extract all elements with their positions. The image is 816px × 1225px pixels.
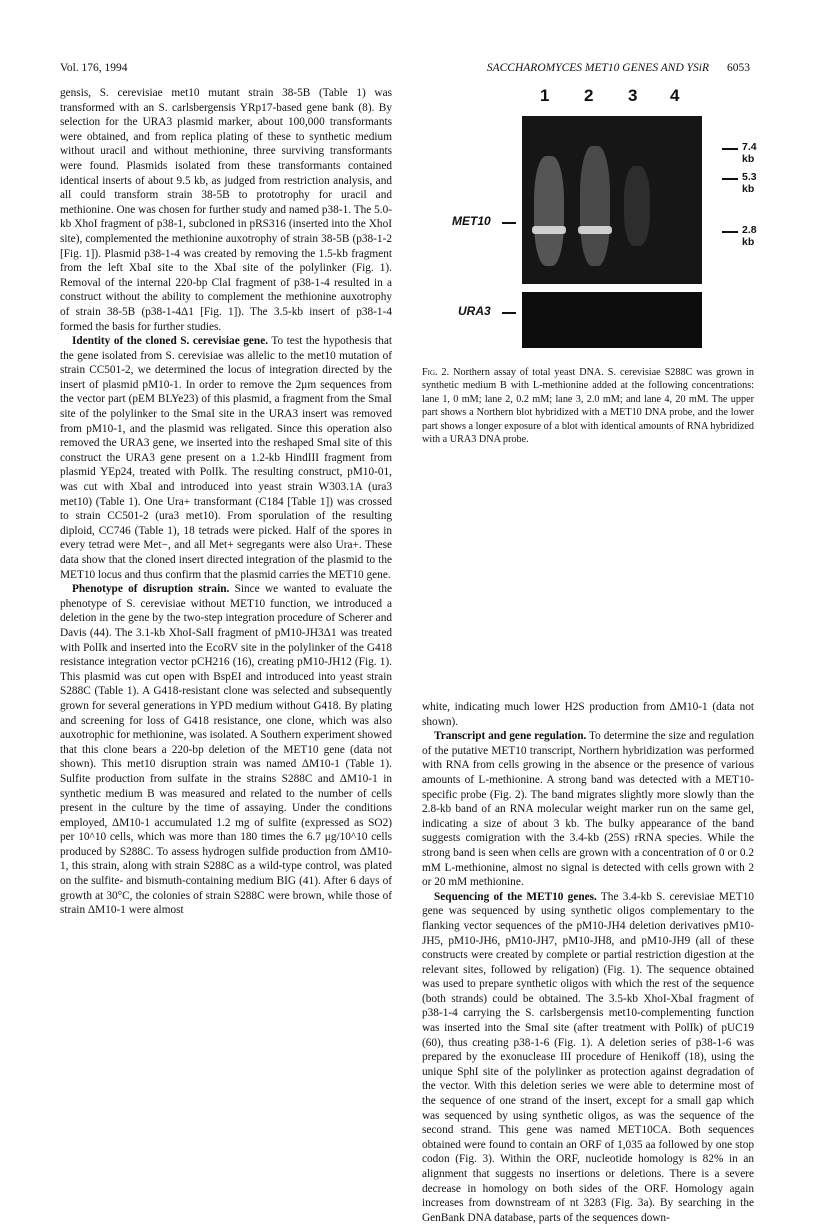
caption-label: Fig. 2. — [422, 367, 450, 378]
marker-label: 7.4 kb — [742, 141, 757, 165]
ura3-label: URA3 — [458, 304, 491, 318]
marker-tick — [722, 178, 738, 180]
section-phenotype — [60, 582, 392, 918]
marker-tick — [722, 231, 738, 233]
paragraph: white, indicating much lower H2S production from ΔM10-1 (data not shown). — [422, 701, 754, 728]
journal-volume: Vol. 176, 1994 — [60, 62, 128, 74]
lane-smear — [534, 156, 564, 266]
left-column — [60, 86, 392, 918]
section-heading: Phenotype of disruption strain. — [72, 583, 230, 596]
figure-caption — [422, 366, 754, 446]
right-column — [422, 700, 754, 1225]
met10-pointer — [502, 222, 516, 224]
blot-upper-panel — [522, 116, 702, 284]
met10-label: MET10 — [452, 214, 491, 228]
section-transcript — [422, 729, 754, 890]
section-sequencing — [422, 890, 754, 1225]
page-number: 6053 — [727, 62, 750, 74]
paragraph: gensis, S. cerevisiae met10 mutant strain 38-5B (Table 1) was transformed with an S. carlsbergensis YRp17-based gene bank (8). By selection for the URA3 plasmid marker, about 100,000 transformants were obtained, and from replica plating of these to synthetic medium without uracil and without methionine, three surviving transformants were found. Plasmids isolated from these transformants contained identical inserts of about 9.5 kb, as judged from restriction analysis, and all could transform strain 38-5B to prototrophy for uracil and methionine. One was chosen for further study and named p38-1. The 5.0-kb XhoI fragment of p38-1, subcloned in pRS316 (inserted into the XhoI site), complemented the methionine auxotrophy of strain 38-5B (p38-1-2 [Fig. 1]). Plasmid p38-1-4 was created by removing the 1.5-kb fragment from the left XbaI site to the XbaI site of the polylinker (Fig. 1). Removal of the internal 220-bp ClaI fragment of p38-1-4 resulted in a construct without the ability to complement the methionine auxotrophy of strain 38-5B (p38-1-4Δ1 [Fig. 1]). The 3.5-kb insert of p38-1-4 formed the basis for further studies. — [60, 87, 392, 333]
section-identity — [60, 334, 392, 582]
met10-band — [532, 226, 566, 234]
northern-blot-figure — [422, 86, 757, 356]
section-body: To determine the size and regulation of the putative MET10 transcript, Northern hybridization was performed with RNA from cells growing in the absence or the presence of various amounts of L-methionine. A strong band was detected with a MET10-specific probe (Fig. 2). The band migrates slightly more slowly than the 2.8-kb band of an RNA molecular weight marker run on the same gel, indicating a size of about 3 kb. The bulky appearance of the band suggests comigration with the 3.4-kb (25S) rRNA species. While the strong band is seen when cells are grown with a concentration of 0 or 0.2 mM L-methionine, almost no signal is detected with cells grown with 2 or 20 mM methionine. — [422, 730, 754, 889]
blot-lower-panel — [522, 292, 702, 348]
lane-smear — [624, 166, 650, 246]
section-body: Since we wanted to evaluate the phenotype of S. cerevisiae without MET10 function, we introduced a deletion in the gene by the two-step integration procedure of Scherer and Davis (44). The 3.1-kb XhoI-SalI fragment of pM10-JH3Δ1 was treated with PolIk and inserted into the EcoRV site in the polylinker of the G418 resistance integration vector pCH216 (16), creating pM10-JH12 (Fig. 1). This plasmid was cut open with BspEI and introduced into yeast strain S288C (Table 1). A G418-resistant clone was selected and subsequently grown for several generations in YPD medium without G418. By plating and screening for loss of G418 resistance, one clone, which was also auxotrophic for methionine, was isolated. A Southern experiment showed that this clone bears a 220-bp deletion of the MET10 gene (data not shown). This met10 disruption strain was named ΔM10-1 (Table 1). Sulfite production from sulfate in the strains S288C and ΔM10-1 in synthetic medium B was measured and related to the number of cells present in the culture by the time of assaying. Under the conditions employed, ΔM10-1 accumulated 1.2 mg of sulfite (expressed as SO2) per 10^10 cells, which was more than 180 times the 6.7 μg/10^10 cells produced by S288C. To assess hydrogen sulfide production from ΔM10-1, this strain, along with strain S288C as a wild-type control, was plated on the sulfite- and bismuth-containing medium BIG (41). After 6 days of growth at 30°C, the colonies of strain S288C were brown, while those of strain ΔM10-1 were almost — [60, 583, 392, 917]
marker-label: 2.8 kb — [742, 224, 757, 248]
caption-text: Northern assay of total yeast DNA. S. cerevisiae S288C was grown in synthetic medium B with L-methionine added at the following concentrations: lane 1, 0 mM; lane 2, 0.2 mM; lane 3, 2.0 mM; and lane 4, 20 mM. The upper part shows a Northern blot hybridized with a MET10 DNA probe, and the lower part shows a longer exposure of a blot with identical amounts of RNA hybridized with a URA3 DNA probe. — [422, 367, 754, 446]
running-title — [487, 62, 750, 74]
ura3-pointer — [502, 312, 516, 314]
lane-number: 4 — [670, 86, 680, 105]
section-body: The 3.4-kb S. cerevisiae MET10 gene was sequenced by using synthetic oligos complementary to the flanking vector sequences of the pM10-JH4 deletion derivatives pM10-JH5, pM10-JH6, pM10-JH7, pM10-JH8, and pM10-JH9 (all of these constructs were created by complete or partial restriction digestion at the relevant sites, followed by religation) (Fig. 1). The sequence obtained was used to prepare synthetic oligos with which the rest of the sequence (both strands) could be obtained. The 3.5-kb XhoI-XbaI fragment of p38-1-4 carrying the S. carlsbergensis met10-complementing function was inserted into the SmaI site (after treatment with PolIk) of pUC19 (60), thus creating p38-1-6 (Fig. 1). A deletion series of p38-1-6 was prepared by the exonuclease III procedure of Henikoff (18), using the unique SphI site of the polylinker as protection against degradation of the vector. With this deletion series we were able to determine most of the sequence of one strand of the insert, except for a small gap which was sequenced by using synthetic oligos, as was the sequence of the second strand. This gene was named MET10CA. Both sequences obtained were found to contain an ORF of 1,035 aa followed by one stop codon (Fig. 3). Within the ORF, nucleotide homology is 82% in an alignment that suggests no insertions or deletions. There is a severe decrease in homology on both sides of the ORF. Homology again increases from downstream of nt 3283 (Fig. 3a). By searching in the GenBank DNA database, parts of the sequences down- — [422, 890, 754, 1224]
lane-smear — [580, 146, 610, 266]
lane-number: 2 — [584, 86, 594, 105]
lane-number: 3 — [628, 86, 638, 105]
running-title-text: SACCHAROMYCES MET10 GENES AND YSiR — [486, 62, 709, 74]
section-body: To test the hypothesis that the gene isolated from S. cerevisiae was allelic to the met10 mutation of strain CC501-2, we determined the locus of integration directed by the insert of plasmid pM10-1. In order to remove the 2μm sequences from the vector part (pEM BLYe23) of this plasmid, a fragment from the SmaI site of the polylinker to the SmaI site in the URA3 insert was removed from pM10-1, and the plasmid was religated. Since this operation also removed the URA3 gene, we inserted into the reshaped SmaI site of this construct the URA3 gene present on a 1.2-kb HindIII fragment from plasmid YEp24, treated with PolIk. The resulting construct, pM10-01, was cut with XbaI and introduced into yeast strain W303.1A (ura3 met10) (Table 1). One Ura+ transformant (C184 [Table 1]) was crossed to strain CC501-2 (ura3 met10). From sporulation of the resulting diploid, CC746 (Table 1), 18 tetrads were picked. Half of the spores in every tetrad were Met−, and all Met+ segregants were also Ura+. These data show that the cloned insert directed integration of the plasmid to the MET10 locus and thus confirm that the plasmid carries the MET10 gene. — [60, 335, 393, 581]
section-heading: Identity of the cloned S. cerevisiae gene. — [72, 335, 269, 348]
lane-number: 1 — [540, 86, 550, 105]
marker-label: 5.3 kb — [742, 171, 757, 195]
marker-tick — [722, 148, 738, 150]
section-heading: Transcript and gene regulation. — [434, 730, 587, 743]
section-heading: Sequencing of the MET10 genes. — [434, 890, 597, 903]
met10-band — [578, 226, 612, 234]
